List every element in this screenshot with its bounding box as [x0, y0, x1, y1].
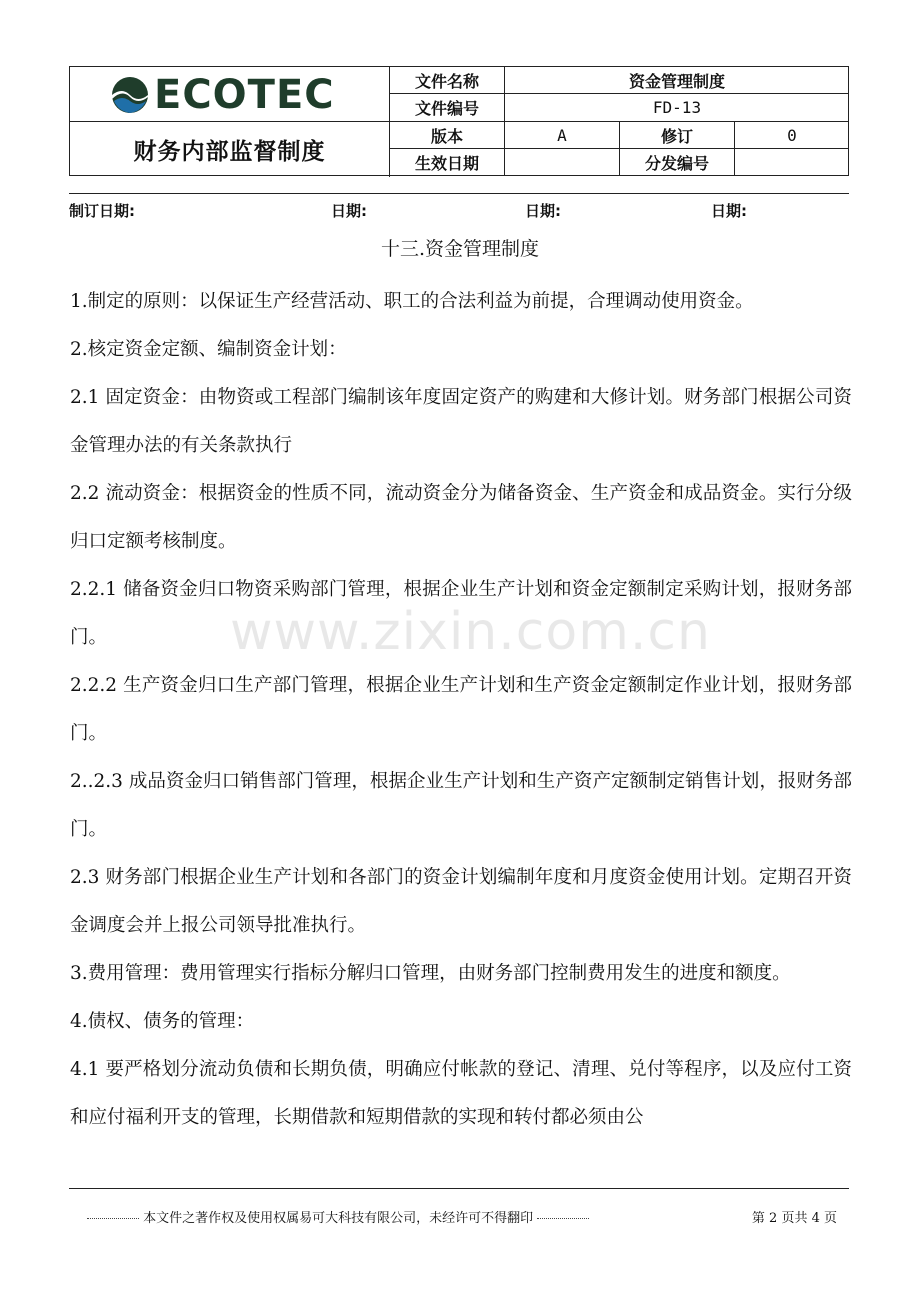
version-value: A — [505, 122, 620, 149]
paragraph: 3.费用管理：费用管理实行指标分解归口管理，由财务部门控制费用发生的进度和额度。 — [70, 963, 791, 984]
version-label: 版本 — [390, 122, 505, 149]
distribution-no-value — [735, 149, 849, 176]
file-no-value: FD-13 — [505, 94, 849, 122]
watermark: www.zixin.com.cn — [230, 602, 711, 662]
page-footer — [69, 1207, 849, 1227]
section-title: 十三.资金管理制度 — [380, 238, 540, 260]
footer-dots-right — [537, 1218, 589, 1219]
made-date-label: 制订日期: — [69, 202, 135, 220]
revision-label: 修订 — [620, 122, 735, 149]
date-label-2: 日期: — [331, 202, 367, 220]
paragraph: 2.3 财务部门根据企业生产计划和各部门的资金计划编制年度和月度资金使用计划。定期召开资金调度会并上报公司领导批准执行。 — [70, 867, 852, 936]
header-divider — [69, 193, 849, 194]
document-title: 财务内部监督制度 — [70, 122, 390, 177]
company-logo — [110, 72, 335, 118]
logo-globe-icon — [110, 75, 150, 115]
file-name-value: 资金管理制度 — [505, 67, 849, 94]
document-header-table — [69, 66, 849, 176]
paragraph: 4.1 要严格划分流动负债和长期负债，明确应付帐款的登记、清理、兑付等程序，以及应付工资和应付福利开支的管理，长期借款和短期借款的实现和转付都必须由公 — [70, 1059, 852, 1128]
footer-divider — [69, 1188, 849, 1189]
effective-date-value — [505, 149, 620, 176]
page-number: 第 2 页共 4 页 — [751, 1211, 837, 1226]
date-label-3: 日期: — [525, 202, 561, 220]
effective-date-label: 生效日期 — [390, 149, 505, 176]
footer-copyright: 本文件之著作权及使用权属易可大科技有限公司，未经许可不得翻印 — [143, 1211, 534, 1226]
date-row — [69, 200, 849, 222]
distribution-no-label: 分发编号 — [620, 149, 735, 176]
revision-value: 0 — [735, 122, 849, 149]
paragraph: 2.1 固定资金：由物资或工程部门编制该年度固定资产的购建和大修计划。财务部门根据公司资金管理办法的有关条款执行 — [70, 387, 852, 456]
footer-copyright-wrap — [87, 1207, 589, 1226]
paragraph: 2.2.2 生产资金归口生产部门管理，根据企业生产计划和生产资金定额制定作业计划，报财务部门。 — [70, 675, 852, 744]
paragraph: 2.2 流动资金：根据资金的性质不同，流动资金分为储备资金、生产资金和成品资金。实行分级归口定额考核制度。 — [70, 483, 852, 552]
logo-cell — [70, 67, 390, 122]
file-name-label: 文件名称 — [390, 67, 505, 94]
paragraph: 1.制定的原则：以保证生产经营活动、职工的合法利益为前提，合理调动使用资金。 — [70, 291, 754, 312]
document-body — [70, 278, 852, 1142]
footer-dots-left — [87, 1218, 139, 1219]
file-no-label: 文件编号 — [390, 94, 505, 122]
paragraph: 2..2.3 成品资金归口销售部门管理，根据企业生产计划和生产资产定额制定销售计划，报财务部门。 — [70, 771, 852, 840]
date-label-4: 日期: — [711, 202, 747, 220]
logo-text: ECOTEC — [154, 72, 335, 118]
paragraph: 2.2.1 储备资金归口物资采购部门管理，根据企业生产计划和资金定额制定采购计划，报财务部门。 — [70, 579, 852, 648]
paragraph: 4.债权、债务的管理： — [70, 1011, 255, 1032]
paragraph: 2.核定资金定额、编制资金计划： — [70, 339, 347, 360]
